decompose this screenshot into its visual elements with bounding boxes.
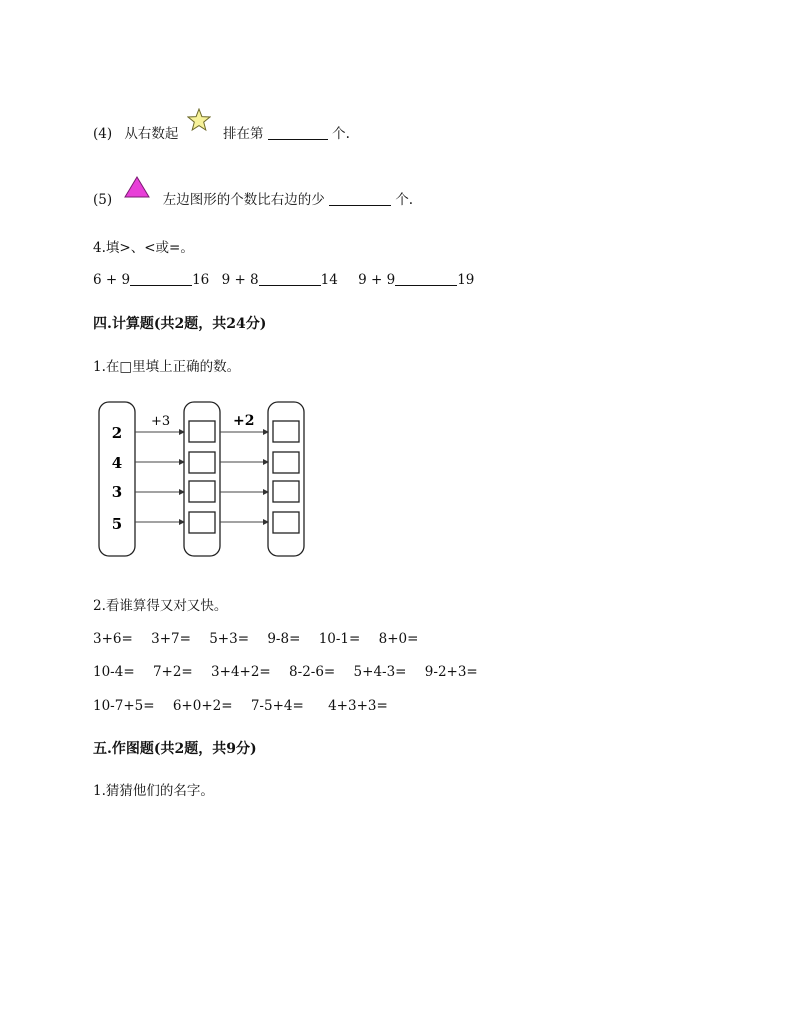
calc-item: 8-2-6= bbox=[289, 664, 336, 680]
calc-item: 8+0= bbox=[378, 631, 419, 647]
input-number: 2 bbox=[111, 424, 123, 442]
answer-box[interactable] bbox=[189, 421, 215, 442]
calc-item: 6+0+2= bbox=[172, 698, 233, 714]
q-fill-title: 4.填>、<或=。 bbox=[93, 240, 194, 256]
compare-item bbox=[222, 272, 343, 288]
addition-diagram bbox=[93, 396, 313, 562]
op1-label: +3 bbox=[151, 414, 171, 429]
q4-text-before: 从右数起 bbox=[124, 126, 179, 142]
arrows bbox=[135, 432, 268, 522]
calc-item: 9-8= bbox=[267, 631, 301, 647]
calc-item: 7+2= bbox=[152, 664, 193, 680]
input-number: 3 bbox=[111, 483, 123, 501]
calc-item: 3+6= bbox=[93, 631, 133, 647]
calc-item: 7-5+4= bbox=[250, 698, 304, 714]
q5-text-mid: 左边图形的个数比右边的少 bbox=[162, 192, 325, 208]
triangle-icon bbox=[124, 176, 150, 198]
calc-item: 10-1= bbox=[318, 631, 361, 647]
question-4 bbox=[93, 108, 350, 142]
compare-right: 19 bbox=[457, 272, 475, 288]
calc-item: 4+3+3= bbox=[328, 698, 388, 714]
calc-item: 3+7= bbox=[151, 631, 191, 647]
q-fill-row bbox=[93, 271, 474, 288]
compare-left: 6 + 9 bbox=[93, 272, 131, 288]
calc-row bbox=[93, 698, 388, 714]
calc-item: 10-7+5= bbox=[93, 698, 155, 714]
q5-prefix: (5) bbox=[93, 192, 113, 208]
calc-item: 10-4= bbox=[93, 664, 135, 680]
q5-suffix: 个. bbox=[395, 192, 414, 208]
calc-row bbox=[93, 631, 418, 647]
compare-right: 16 bbox=[192, 272, 210, 288]
compare-blank[interactable] bbox=[259, 271, 321, 286]
input-number: 5 bbox=[111, 515, 123, 533]
compare-left: 9 + 9 bbox=[358, 272, 396, 288]
question-5 bbox=[93, 176, 413, 208]
calc-item: 3+4+2= bbox=[211, 664, 271, 680]
input-number: 4 bbox=[111, 454, 123, 472]
compare-blank[interactable] bbox=[395, 271, 457, 286]
q4-prefix: (4) bbox=[93, 126, 113, 142]
calc-item: 5+4-3= bbox=[353, 664, 407, 680]
answer-box[interactable] bbox=[273, 421, 299, 442]
calc-item: 9-2+3= bbox=[424, 664, 478, 680]
section-4-title: 四.计算题(共2题，共24分) bbox=[93, 316, 267, 332]
compare-item bbox=[93, 272, 214, 288]
section-5-q1-title: 1.猜猜他们的名字。 bbox=[93, 783, 214, 799]
section-4-q2-title: 2.看谁算得又对又快。 bbox=[93, 598, 228, 614]
compare-right: 14 bbox=[320, 272, 338, 288]
q4-answer-blank[interactable] bbox=[268, 125, 328, 140]
answer-box[interactable] bbox=[189, 452, 215, 473]
q5-answer-blank[interactable] bbox=[329, 191, 391, 206]
answer-box[interactable] bbox=[189, 481, 215, 502]
answer-box[interactable] bbox=[273, 512, 299, 533]
compare-left: 9 + 8 bbox=[221, 272, 259, 288]
calc-item: 5+3= bbox=[209, 631, 250, 647]
q4-text-mid: 排在第 bbox=[223, 126, 264, 142]
answer-box[interactable] bbox=[273, 452, 299, 473]
section-5-title: 五.作图题(共2题，共9分) bbox=[93, 741, 257, 757]
q4-suffix: 个. bbox=[332, 126, 350, 142]
star-icon bbox=[187, 108, 211, 132]
answer-box[interactable] bbox=[189, 512, 215, 533]
compare-blank[interactable] bbox=[130, 271, 192, 286]
calc-row bbox=[93, 664, 478, 680]
section-4-q1-title: 1.在□里填上正确的数。 bbox=[93, 359, 241, 375]
compare-item bbox=[358, 272, 474, 288]
answer-box[interactable] bbox=[273, 481, 299, 502]
op2-label: +2 bbox=[233, 413, 255, 429]
